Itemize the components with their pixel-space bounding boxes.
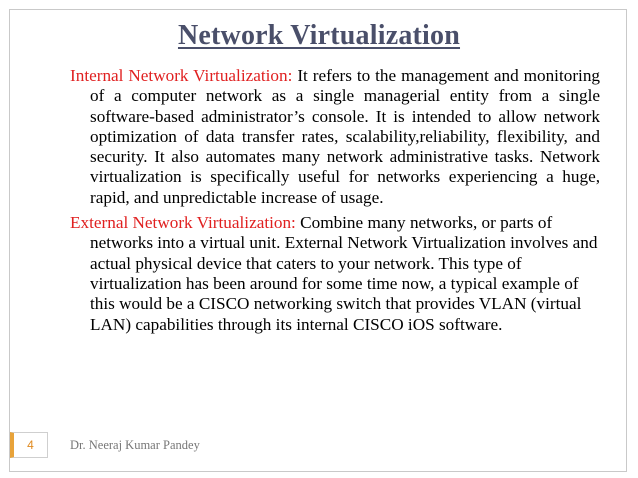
page-number-badge xyxy=(10,432,48,458)
slide-title: Network Virtualization xyxy=(177,20,461,51)
paragraph-text: Combine many networks, or parts of networks into a virtual unit. External Network Virtualization involves and actual physical device that caters to your network. This type of virtualization has been around for some time now, a typical example of this would be a CISCO networking switch that provides VLAN (virtual LAN) capabilities through its internal CISCO iOS software. xyxy=(90,213,598,334)
slide-body xyxy=(70,66,600,335)
paragraph-external-virtualization xyxy=(70,213,600,335)
page-number: 4 xyxy=(27,438,34,452)
paragraph-text: It refers to the management and monitoring of a computer network as a single managerial entity from a single software-based administrator’s console. It is intended to allow network optimization of data transfer rates, scalability,reliability, flexibility, and security. It also automates many network administrative tasks. Network virtualization is specifically useful for networks experiencing a huge, rapid, and unpredictable increase of usage. xyxy=(90,66,601,207)
footer-author: Dr. Neeraj Kumar Pandey xyxy=(70,438,200,452)
paragraph-internal-virtualization xyxy=(70,66,600,208)
paragraph-lead: External Network Virtualization: xyxy=(70,213,296,233)
paragraph-lead: Internal Network Virtualization: xyxy=(70,66,293,85)
